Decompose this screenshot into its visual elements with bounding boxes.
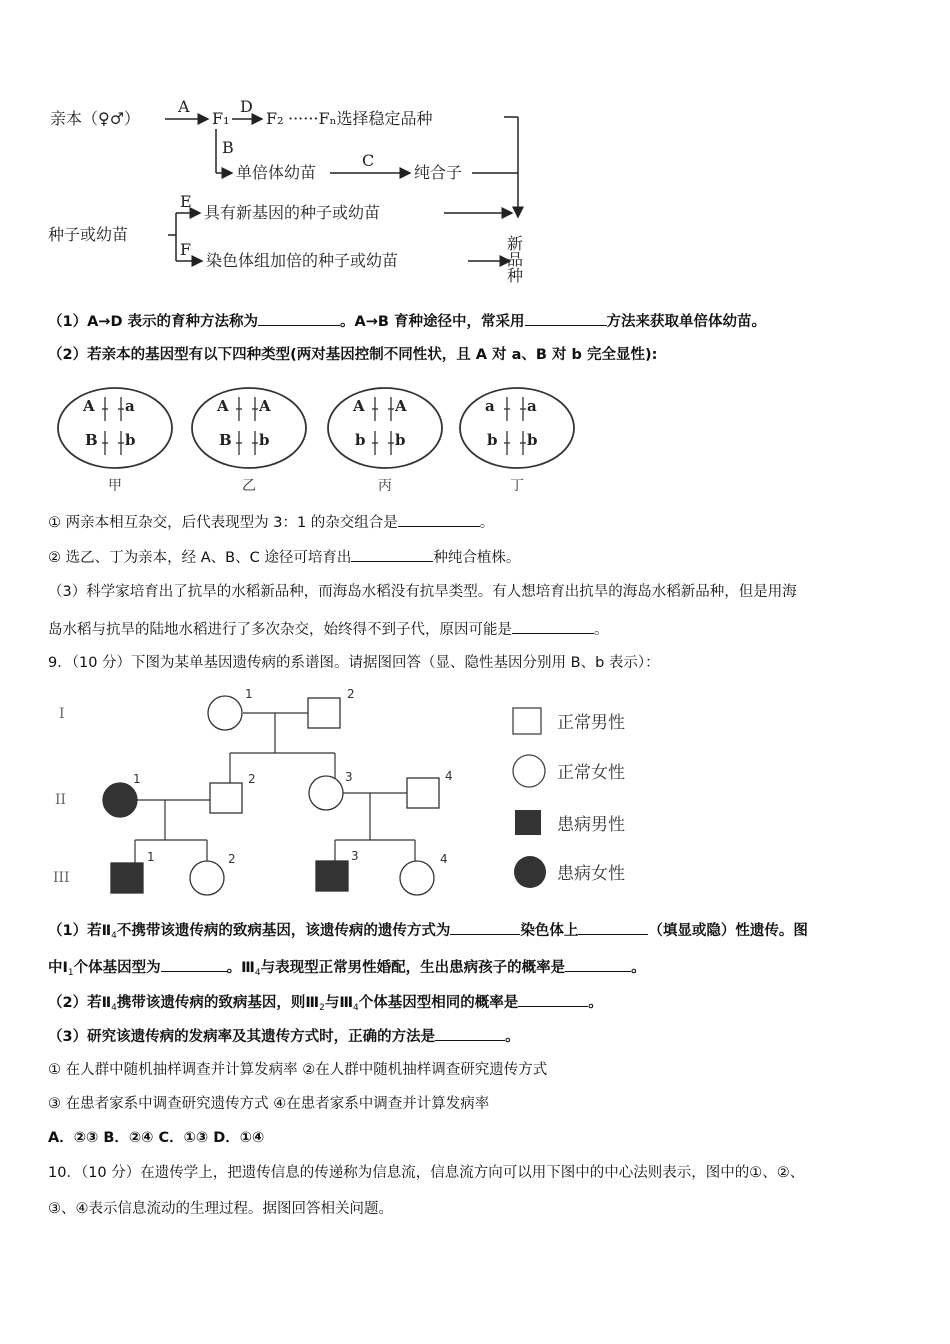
I-1-normal-female bbox=[208, 696, 242, 730]
parent-label: 亲本（♀♂） bbox=[50, 109, 141, 128]
ind-number: 1 bbox=[147, 850, 155, 864]
gene-label: B bbox=[219, 431, 232, 449]
III-2-normal-female bbox=[190, 861, 224, 895]
arrow-e-label: E bbox=[180, 192, 192, 211]
pedigree-chart bbox=[45, 683, 665, 898]
cell-label: 丙 bbox=[378, 478, 392, 494]
gene-label: A bbox=[83, 397, 95, 415]
ind-number: 3 bbox=[351, 849, 359, 863]
q8-c1: ① 两亲本相互杂交，后代表现型为 3：1 的杂交组合是 。 bbox=[48, 512, 494, 533]
q10-line1: 10．（10 分）在遗传学上，把遗传信息的传递称为信息流，信息流方向可以用下图中的中心法则表示，图中的①、②、 bbox=[48, 1165, 805, 1181]
legend-normal-female: 正常女性 bbox=[557, 763, 625, 783]
q9-part2: （2）若$Ⅱ_4$携带该遗传病的致病基因，则$Ⅲ_2$与$Ⅲ_4$个体基因型相同的概率是 。 bbox=[48, 992, 603, 1018]
III-3-affected-male bbox=[316, 861, 348, 891]
q10-line2: ③、④表示信息流动的生理过程。据图回答相关问题。 bbox=[48, 1201, 393, 1217]
ind-number: 4 bbox=[440, 852, 448, 866]
q9-options-2: ③ 在患者家系中调查研究遗传方式 ④在患者家系中调查并计算发病率 bbox=[48, 1096, 490, 1112]
fn-label: ······Fₙ选择稳定品种 bbox=[288, 109, 433, 128]
gen-label-I: I bbox=[59, 706, 65, 722]
arrow-a-label: A bbox=[178, 97, 190, 116]
gene-label: A bbox=[259, 397, 271, 415]
gene-label: b bbox=[355, 431, 366, 449]
legend-normal-male-icon bbox=[513, 708, 541, 734]
gene-label: b bbox=[125, 431, 136, 449]
homozygote-label: 纯合子 bbox=[414, 163, 463, 182]
q8-part1: （1）A→D 表示的育种方法称为 。A→B 育种途径中，常采用 方法来获取单倍体幼苗。 bbox=[48, 311, 766, 332]
gene-label: A bbox=[395, 397, 407, 415]
ind-number: 2 bbox=[228, 852, 236, 866]
gene-label: a bbox=[485, 397, 495, 415]
ind-number: 2 bbox=[248, 772, 256, 786]
I-2-normal-male bbox=[308, 698, 340, 728]
legend-affected-female-icon bbox=[514, 856, 546, 888]
cell-1 bbox=[58, 388, 172, 494]
legend-normal-male: 正常男性 bbox=[557, 713, 625, 733]
legend-normal-female-icon bbox=[513, 755, 545, 787]
gene-label: b bbox=[259, 431, 270, 449]
q9-choices: A．②③ B．②④ C．①③ D．①④ bbox=[48, 1130, 265, 1146]
gene-label: A bbox=[217, 397, 229, 415]
haploid-label: 单倍体幼苗 bbox=[236, 163, 317, 182]
cell-genotype-diagram bbox=[55, 383, 585, 495]
seeds-label: 种子或幼苗 bbox=[48, 225, 129, 244]
new-variety-label: 新品种 bbox=[504, 235, 524, 283]
II-4-normal-male bbox=[407, 778, 439, 808]
cell-2 bbox=[192, 388, 306, 494]
ind-number: 1 bbox=[245, 687, 253, 701]
cell-label: 乙 bbox=[242, 478, 256, 494]
q8-part2: （2）若亲本的基因型有以下四种类型(两对基因控制不同性状，且 A 对 a、B 对 b 完全显性): bbox=[48, 347, 658, 363]
II-1-affected-female bbox=[103, 783, 137, 817]
III-1-affected-male bbox=[111, 863, 143, 893]
gen-label-III: III bbox=[53, 870, 70, 886]
q8-c2: ② 选乙、丁为亲本，经 A、B、C 途径可培育出 种纯合植株。 bbox=[48, 547, 520, 568]
arrow-f-label: F bbox=[180, 240, 192, 259]
q9-part1: （1）若$Ⅱ_4$不携带该遗传病的致病基因，该遗传病的遗传方式为 染色体上 （填显或隐）性遗传。图 bbox=[48, 920, 808, 946]
doubled-label: 染色体组加倍的种子或幼苗 bbox=[206, 251, 399, 270]
breeding-diagram bbox=[40, 95, 560, 290]
II-2-normal-male bbox=[210, 783, 242, 813]
cell-label: 甲 bbox=[108, 478, 122, 494]
gene-label: b bbox=[487, 431, 498, 449]
q9-title: 9．（10 分）下图为某单基因遗传病的系谱图。请据图回答（显、隐性基因分别用 B、b 表示）： bbox=[48, 655, 660, 671]
cell-3 bbox=[328, 388, 442, 494]
arrow-b-label: B bbox=[222, 138, 234, 157]
q8-part3-line2: 岛水稻与抗旱的陆地水稻进行了多次杂交，始终得不到子代，原因可能是 。 bbox=[48, 619, 609, 640]
gene-label: a bbox=[125, 397, 135, 415]
gene-label: b bbox=[527, 431, 538, 449]
gene-label: b bbox=[395, 431, 406, 449]
ind-number: 2 bbox=[347, 687, 355, 701]
gene-label: A bbox=[353, 397, 365, 415]
gen-label-II: II bbox=[55, 792, 67, 808]
cell-label: 丁 bbox=[510, 478, 524, 494]
gene-label: B bbox=[85, 431, 98, 449]
III-4-normal-female bbox=[400, 861, 434, 895]
f1-label: F₁ bbox=[212, 109, 230, 128]
ind-number: 3 bbox=[345, 770, 353, 784]
q9-part3: （3）研究该遗传病的发病率及其遗传方式时，正确的方法是 。 bbox=[48, 1026, 520, 1047]
arrow-c-label: C bbox=[362, 151, 375, 170]
legend-affected-female: 患病女性 bbox=[557, 864, 625, 884]
ind-number: 1 bbox=[133, 772, 141, 786]
gene-label: a bbox=[527, 397, 537, 415]
legend-affected-male-icon bbox=[515, 810, 541, 835]
new-gene-label: 具有新基因的种子或幼苗 bbox=[204, 203, 381, 222]
cell-4 bbox=[460, 388, 574, 494]
q9-part1b: 中$Ⅰ_1$个体基因型为 。$Ⅲ_4$与表现型正常男性婚配，生出患病孩子的概率是 。 bbox=[48, 957, 646, 983]
legend-affected-male: 患病男性 bbox=[557, 815, 625, 835]
ind-number: 4 bbox=[445, 769, 453, 783]
f2-label: F₂ bbox=[266, 109, 284, 128]
arrow-d-label: D bbox=[240, 97, 253, 116]
q9-options-1: ① 在人群中随机抽样调查并计算发病率 ②在人群中随机抽样调查研究遗传方式 bbox=[48, 1062, 548, 1078]
II-3-normal-female bbox=[309, 776, 343, 810]
q8-part3-line1: （3）科学家培育出了抗旱的水稻新品种，而海岛水稻没有抗旱类型。有人想培育出抗旱的海岛水稻新品种，但是用海 bbox=[48, 584, 797, 600]
